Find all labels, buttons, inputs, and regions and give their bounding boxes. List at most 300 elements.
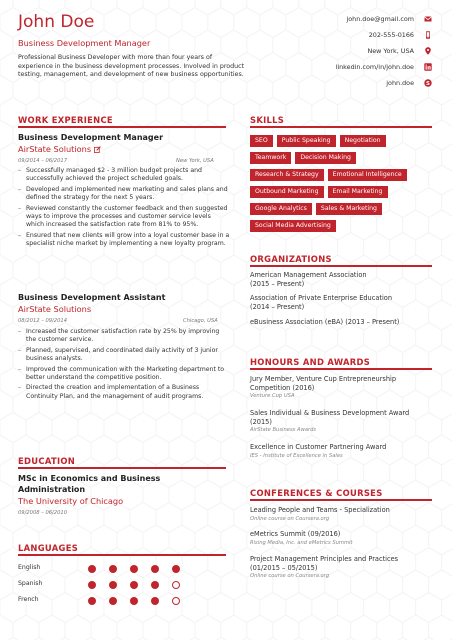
background-hexagon [52, 503, 78, 533]
background-hexagon [312, 53, 338, 83]
background-hexagon [416, 593, 442, 623]
background-hexagon [91, 255, 117, 285]
education-degree-line1: MSc in Economics and Business [18, 474, 161, 483]
background-hexagon [364, 593, 390, 623]
background-hexagon [0, 390, 13, 420]
job-company-1-name: AirState Solutions [18, 144, 92, 154]
skill-tag: Emotional Intelligence [328, 169, 407, 181]
background-hexagon [130, 548, 156, 578]
contact-phone[interactable]: 202-555-0166 [368, 31, 414, 39]
background-hexagon [299, 30, 325, 60]
background-hexagon [338, 593, 364, 623]
background-hexagon [390, 593, 416, 623]
background-hexagon [312, 98, 338, 128]
background-hexagon [130, 8, 156, 38]
background-hexagon [221, 525, 247, 555]
background-hexagon [39, 255, 65, 285]
background-hexagon [143, 525, 169, 555]
background-hexagon [0, 570, 13, 600]
proficiency-dot [109, 565, 117, 573]
background-hexagon [0, 0, 13, 15]
job-location-1: New York, USA [176, 158, 214, 164]
background-hexagon [208, 413, 234, 443]
job-1-bullet: – Developed and implemented new marketing and sales plans and defined the strategy for the next 5 years. [18, 186, 230, 203]
award-name-cont: Competition (2016) [250, 383, 315, 392]
proficiency-dot [130, 581, 138, 589]
background-hexagon [78, 458, 104, 488]
skill-tag: Research & Strategy [250, 169, 324, 181]
background-hexagon [91, 435, 117, 465]
work-experience-divider [18, 126, 226, 128]
background-hexagon [182, 278, 208, 308]
background-hexagon [0, 210, 13, 240]
background-hexagon [234, 323, 260, 353]
course-item [250, 506, 440, 523]
skype-icon [424, 79, 432, 87]
job-dates-2: 08/2012 – 09/2014 [18, 318, 67, 324]
edit-link-icon[interactable] [94, 146, 101, 153]
profile-summary: Professional Business Developer with more than four years of experience in the business development processes. Involved in product testing, management, and development of new business opportunities. [18, 54, 245, 79]
background-hexagon [104, 548, 130, 578]
background-hexagon [117, 0, 143, 15]
proficiency-dot [109, 597, 117, 605]
background-hexagon [299, 75, 325, 105]
background-hexagon [169, 255, 195, 285]
skills-row [250, 220, 407, 232]
skills-list [250, 135, 407, 232]
background-hexagon [169, 300, 195, 330]
background-hexagon [234, 458, 260, 488]
background-hexagon [0, 345, 13, 375]
background-hexagon [182, 98, 208, 128]
background-hexagon [104, 8, 130, 38]
background-hexagon [260, 323, 286, 353]
background-hexagon [364, 458, 390, 488]
organization-item [250, 294, 440, 311]
background-hexagon [286, 98, 312, 128]
svg-text:S: S [426, 81, 430, 87]
award-issuer: AirState Business Awards [250, 427, 317, 434]
background-hexagon [65, 615, 91, 640]
job-title-2: Business Development Assistant [18, 293, 166, 302]
skills-row [250, 203, 407, 215]
job-bullets-2 [18, 328, 230, 403]
background-hexagon [390, 233, 416, 263]
background-hexagon [0, 120, 13, 150]
course-name: Project Management Principles and Practices [250, 555, 399, 563]
proficiency-dot [151, 597, 159, 605]
background-hexagon [156, 98, 182, 128]
skills-row [250, 169, 407, 181]
award-item [250, 409, 440, 435]
background-hexagon [312, 8, 338, 38]
background-hexagon [221, 255, 247, 285]
background-hexagon [104, 593, 130, 623]
background-hexagon [78, 413, 104, 443]
job-2-bullet: – Increased the customer satisfaction rate by 25% by improving the customer service. [18, 328, 230, 345]
background-hexagon [325, 75, 351, 105]
award-name: Jury Member, Venture Cup Entrepreneurship [250, 375, 397, 383]
education-heading: EDUCATION [18, 456, 76, 466]
award-name: Sales Individual & Business Development Award [250, 409, 410, 417]
background-hexagon [273, 615, 299, 640]
background-hexagon [247, 75, 273, 105]
conferences-heading: CONFERENCES & COURSES [250, 488, 383, 498]
candidate-name: John Doe [18, 12, 95, 32]
language-name: French [18, 596, 39, 603]
background-hexagon [169, 615, 195, 640]
education-school: The University of Chicago [18, 496, 124, 506]
background-hexagon [247, 30, 273, 60]
background-hexagon [182, 413, 208, 443]
course-item [250, 530, 440, 547]
linkedin-icon [424, 63, 432, 71]
envelope-icon [424, 15, 432, 23]
proficiency-dot [88, 581, 96, 589]
background-hexagon [416, 458, 442, 488]
background-hexagon [442, 593, 452, 623]
background-hexagon [377, 345, 403, 375]
job-company-1 [18, 144, 101, 154]
award-item [250, 375, 440, 401]
background-hexagon [130, 458, 156, 488]
background-hexagon [0, 165, 13, 195]
course-item [250, 555, 440, 581]
background-hexagon [91, 0, 117, 15]
background-hexagon [182, 503, 208, 533]
background-hexagon [442, 323, 452, 353]
background-hexagon [286, 323, 312, 353]
background-hexagon [429, 615, 452, 640]
organization-item [250, 271, 440, 288]
background-hexagon [130, 413, 156, 443]
background-hexagon [0, 300, 13, 330]
background-hexagon [208, 458, 234, 488]
skill-tag: Negotiation [340, 135, 386, 147]
skill-tag: Email Marketing [328, 186, 388, 198]
job-location-2: Chicago, USA [183, 318, 218, 324]
background-hexagon [104, 458, 130, 488]
proficiency-dot [172, 597, 180, 605]
background-hexagon [416, 143, 442, 173]
background-hexagon [169, 0, 195, 15]
background-hexagon [390, 458, 416, 488]
background-hexagon [117, 615, 143, 640]
background-hexagon [156, 458, 182, 488]
background-hexagon [117, 525, 143, 555]
job-bullets-1 [18, 167, 230, 251]
background-hexagon [13, 255, 39, 285]
background-hexagon [195, 615, 221, 640]
background-hexagon [260, 53, 286, 83]
background-hexagon [208, 503, 234, 533]
honours-heading: HONOURS AND AWARDS [250, 357, 371, 367]
skills-heading: SKILLS [250, 115, 285, 125]
background-hexagon [182, 8, 208, 38]
background-hexagon [130, 98, 156, 128]
job-1-bullet: – Reviewed constantly the customer feedback and then suggested ways to improve the processes and customer service levels which increased the satisfaction rate from 81% to 95%. [18, 205, 230, 230]
background-hexagon [169, 480, 195, 510]
job-title-1: Business Development Manager [18, 133, 164, 142]
course-name: Leading People and Teams - Specialization [250, 506, 390, 514]
background-hexagon [325, 0, 351, 15]
course-name: eMetrics Summit (09/2016) [250, 530, 341, 538]
background-hexagon [221, 615, 247, 640]
background-hexagon [429, 30, 452, 60]
background-hexagon [442, 98, 452, 128]
background-hexagon [91, 615, 117, 640]
background-hexagon [78, 548, 104, 578]
background-hexagon [156, 503, 182, 533]
background-hexagon [260, 593, 286, 623]
background-hexagon [234, 8, 260, 38]
background-hexagon [234, 593, 260, 623]
background-hexagon [156, 413, 182, 443]
background-hexagon [130, 503, 156, 533]
proficiency-dot [109, 581, 117, 589]
background-hexagon [286, 8, 312, 38]
job-1-bullet: – Ensured that new clients will grow into a loyal customer base in a specialist niche market by implementing a new loyalty program. [18, 232, 230, 249]
background-hexagon [377, 615, 403, 640]
background-hexagon [208, 8, 234, 38]
background-hexagon [442, 368, 452, 398]
background-hexagon [429, 120, 452, 150]
background-hexagon [351, 0, 377, 15]
background-hexagon [0, 503, 26, 533]
background-hexagon [273, 75, 299, 105]
organization-name: American Management Association [250, 271, 367, 279]
background-hexagon [351, 615, 377, 640]
proficiency-dot [130, 565, 138, 573]
skill-tag: Social Media Advertising [250, 220, 336, 232]
background-hexagon [65, 570, 91, 600]
background-hexagon [377, 0, 403, 15]
job-dates-1: 09/2014 – 06/2017 [18, 158, 67, 164]
background-hexagon [442, 8, 452, 38]
background-hexagon [169, 525, 195, 555]
proficiency-dot [130, 597, 138, 605]
background-hexagon [26, 503, 52, 533]
background-hexagon [351, 75, 377, 105]
organization-name: Association of Private Enterprise Education [250, 294, 393, 302]
location-pin-icon [424, 47, 432, 55]
award-name: Excellence in Customer Partnering Award [250, 443, 387, 451]
background-hexagon [390, 323, 416, 353]
skill-tag: Outbound Marketing [250, 186, 324, 198]
education-dates: 09/2008 – 06/2010 [18, 510, 67, 516]
background-hexagon [78, 503, 104, 533]
background-hexagon [416, 98, 442, 128]
background-hexagon [312, 323, 338, 353]
background-hexagon [182, 548, 208, 578]
background-hexagon [442, 503, 452, 533]
languages-divider [18, 554, 226, 556]
background-hexagon [247, 615, 273, 640]
background-hexagon [143, 480, 169, 510]
background-hexagon [195, 300, 221, 330]
organization-period: (2014 – Present) [250, 302, 305, 311]
background-hexagon [416, 323, 442, 353]
background-hexagon [442, 458, 452, 488]
background-hexagon [286, 53, 312, 83]
background-hexagon [442, 143, 452, 173]
background-hexagon [364, 98, 390, 128]
background-hexagon [208, 98, 234, 128]
organization-name: eBusiness Association (eBA) (2013 – Present) [250, 318, 400, 326]
job-1-bullet: – Successfully managed $2 - 3 million budget projects and successfully achieved the project scheduled goals. [18, 167, 230, 184]
skills-row [250, 186, 407, 198]
education-divider [18, 467, 226, 469]
award-name-cont: (2015) [250, 417, 272, 426]
background-hexagon [195, 570, 221, 600]
language-name: English [18, 564, 41, 571]
skill-tag: Sales & Marketing [316, 203, 382, 215]
background-hexagon [143, 300, 169, 330]
job-company-2: AirState Solutions [18, 304, 92, 314]
background-hexagon [0, 525, 13, 555]
background-hexagon [442, 278, 452, 308]
background-hexagon [429, 0, 452, 15]
background-hexagon [0, 255, 13, 285]
background-hexagon [325, 30, 351, 60]
background-hexagon [338, 323, 364, 353]
background-hexagon [221, 480, 247, 510]
background-hexagon [221, 0, 247, 15]
background-hexagon [338, 458, 364, 488]
background-hexagon [403, 345, 429, 375]
contact-email[interactable]: john.doe@gmail.com [346, 15, 414, 23]
background-hexagon [104, 503, 130, 533]
background-hexagon [143, 435, 169, 465]
background-hexagon [143, 615, 169, 640]
contact-location: New York, USA [367, 47, 414, 55]
award-issuer: Venture Cup USA [250, 393, 295, 400]
languages-heading: LANGUAGES [18, 543, 79, 553]
background-hexagon [195, 255, 221, 285]
skill-tag: Decision Making [295, 152, 356, 164]
background-hexagon [169, 435, 195, 465]
contact-linkedin[interactable]: linkedin.com/in/john.doe [335, 63, 414, 71]
background-hexagon [286, 458, 312, 488]
background-hexagon [221, 120, 247, 150]
background-hexagon [364, 323, 390, 353]
background-hexagon [156, 8, 182, 38]
skill-tag: SEO [250, 135, 273, 147]
background-hexagon [416, 233, 442, 263]
background-hexagon [429, 75, 452, 105]
award-item [250, 443, 440, 460]
organization-period: (2015 – Present) [250, 279, 305, 288]
background-hexagon [260, 458, 286, 488]
background-hexagon [182, 593, 208, 623]
skill-tag: Google Analytics [250, 203, 312, 215]
organization-item [250, 318, 440, 327]
background-hexagon [117, 300, 143, 330]
candidate-title: Business Development Manager [18, 38, 151, 48]
background-hexagon [286, 593, 312, 623]
background-hexagon [91, 300, 117, 330]
background-hexagon [117, 435, 143, 465]
background-hexagon [429, 165, 452, 195]
background-hexagon [442, 413, 452, 443]
background-hexagon [0, 435, 13, 465]
background-hexagon [299, 0, 325, 15]
organizations-heading: ORGANIZATIONS [250, 254, 332, 264]
job-2-bullet: – Planned, supervised, and coordinated daily activity of 3 junior business analysts. [18, 347, 230, 364]
course-period: (01/2015 – 05/2015) [250, 563, 318, 572]
background-hexagon [273, 0, 299, 15]
honours-divider [250, 368, 432, 370]
background-hexagon [442, 188, 452, 218]
background-hexagon [195, 525, 221, 555]
proficiency-dot [151, 581, 159, 589]
background-hexagon [429, 345, 452, 375]
background-hexagon [117, 255, 143, 285]
background-hexagon [104, 413, 130, 443]
background-hexagon [65, 255, 91, 285]
background-hexagon [403, 615, 429, 640]
background-hexagon [364, 233, 390, 263]
proficiency-dot [88, 597, 96, 605]
background-hexagon [52, 593, 78, 623]
background-hexagon [442, 548, 452, 578]
background-hexagon [221, 435, 247, 465]
background-hexagon [195, 120, 221, 150]
background-hexagon [39, 570, 65, 600]
course-provider: Rising Media, Inc. and eMetrics Summit [250, 539, 353, 546]
background-hexagon [338, 98, 364, 128]
background-hexagon [299, 615, 325, 640]
background-hexagon [442, 233, 452, 263]
background-hexagon [325, 615, 351, 640]
background-hexagon [91, 525, 117, 555]
background-hexagon [0, 480, 13, 510]
background-hexagon [39, 615, 65, 640]
background-hexagon [312, 458, 338, 488]
proficiency-dot [172, 581, 180, 589]
background-hexagon [416, 188, 442, 218]
background-hexagon [0, 75, 13, 105]
course-provider: Online course on Coursera.org [250, 515, 330, 522]
contact-skype[interactable]: john.doe [386, 79, 414, 87]
job-2-bullet: – Improved the communication with the Marketing department to better understand the competitive position. [18, 366, 230, 383]
background-hexagon [338, 233, 364, 263]
job-2-bullet: – Directed the creation and implementation of a Business Continuity Plan, and the management of audit programs. [18, 384, 230, 401]
background-hexagon [195, 0, 221, 15]
education-degree-line2: Administration [18, 485, 86, 494]
background-hexagon [208, 548, 234, 578]
background-hexagon [312, 593, 338, 623]
background-hexagon [143, 255, 169, 285]
course-provider: Online course on Coursera.org [250, 573, 330, 580]
proficiency-dot [151, 565, 159, 573]
phone-icon [424, 31, 432, 39]
skills-divider [250, 126, 432, 128]
language-name: Spanish [18, 580, 43, 587]
background-hexagon [26, 413, 52, 443]
skill-tag: Public Speaking [277, 135, 336, 147]
proficiency-dot [172, 565, 180, 573]
background-hexagon [390, 98, 416, 128]
background-hexagon [195, 435, 221, 465]
background-hexagon [143, 0, 169, 15]
background-hexagon [0, 413, 26, 443]
background-hexagon [156, 548, 182, 578]
background-hexagon [52, 413, 78, 443]
conferences-divider [250, 499, 432, 501]
background-hexagon [247, 0, 273, 15]
background-hexagon [429, 210, 452, 240]
